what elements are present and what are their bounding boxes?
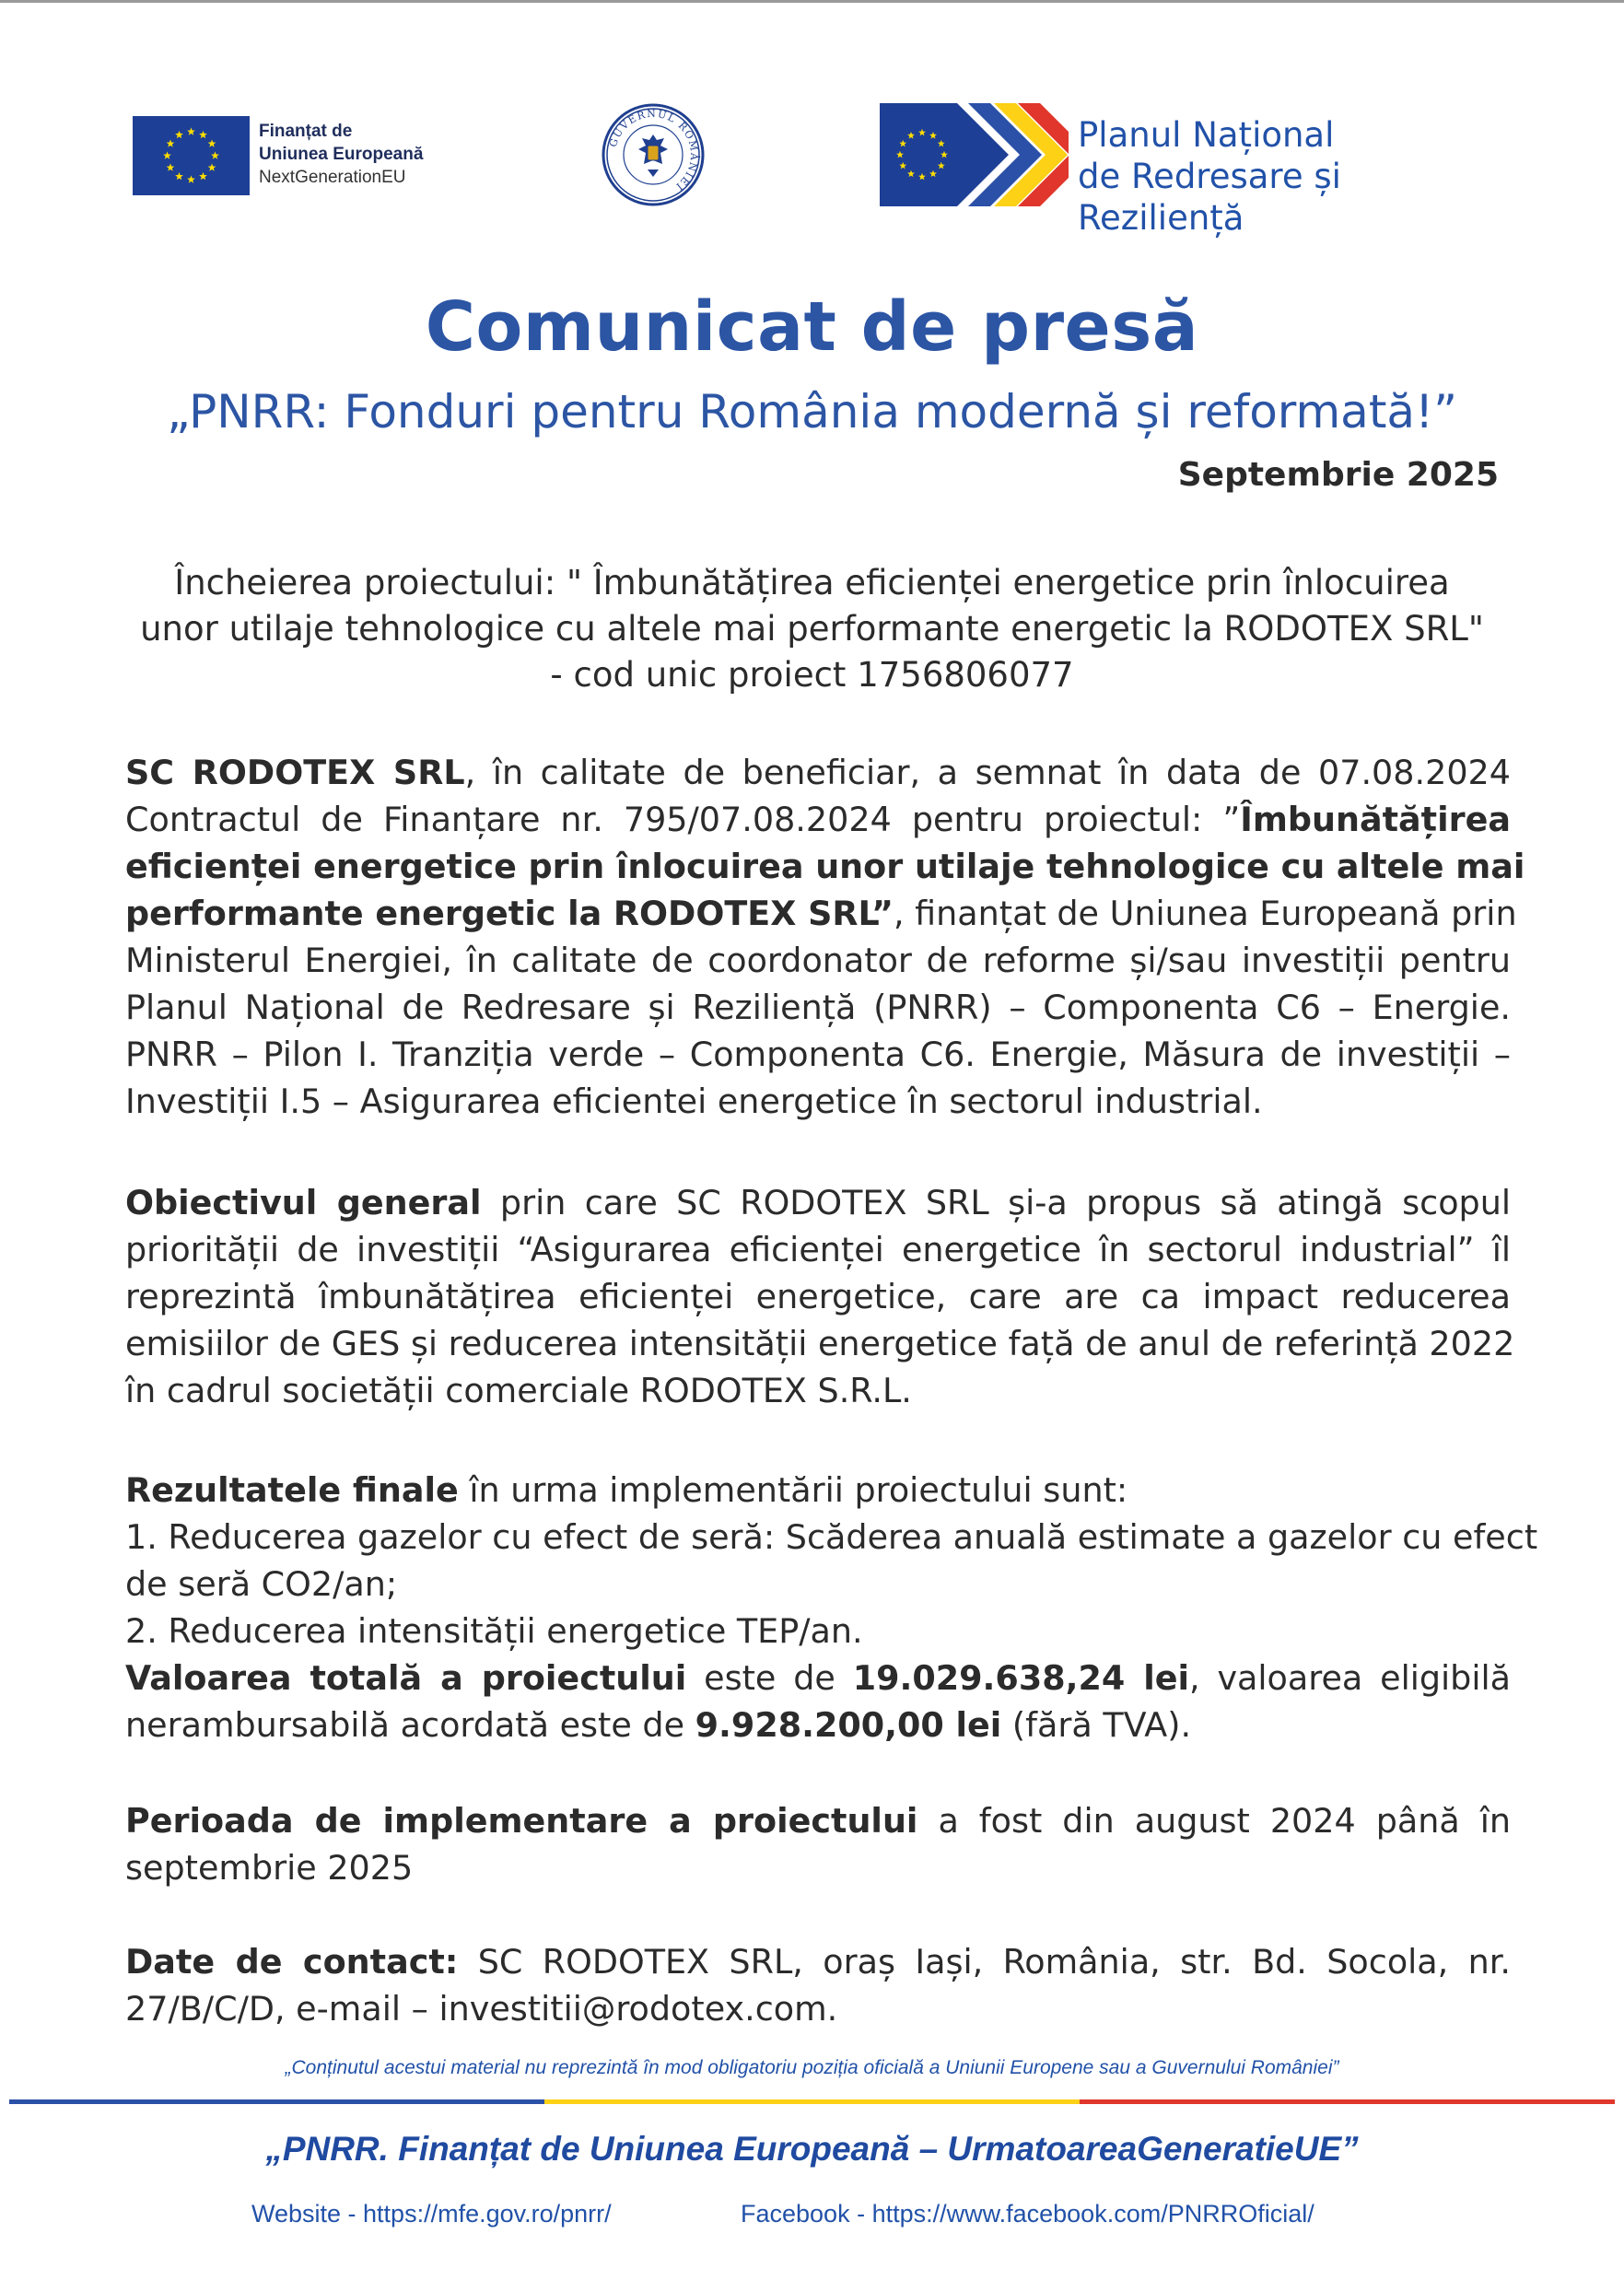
pnrr-logo-line1: Planul Național [1078,115,1335,155]
p1-line-2-text: Contractul de Finanțare nr. 795/07.08.2024 pentru proiectul: ” [125,800,1241,839]
page-subtitle: „PNRR: Fonduri pentru România modernă și reformată!” [166,385,1458,439]
disclaimer: „Conținutul acestui material nu reprezintă în mod obligatoriu poziția oficială a Uniunii Europene sau a Guvernului României” [285,2057,1339,2078]
top-border [0,0,1624,3]
p3-line-1-text: în urma implementării proiectului sunt: [458,1470,1128,1510]
p3-line-6-rest: (fără TVA). [1001,1705,1192,1745]
p2-line-1 [125,1179,1511,1226]
eu-logo-text [259,120,423,189]
p4-line-1-text: a fost din august 2024 până în [917,1801,1511,1841]
p1-line-7: PNRR – Pilon I. Tranziția verde – Componenta C6. Energie, Măsura de investiții – [125,1035,1511,1074]
total-value-amount: 19.029.638,24 lei [852,1658,1189,1698]
project-name-start: Îmbunătățirea [1240,800,1511,839]
contact-label: Date de contact: [125,1942,459,1982]
p1-line-8: Investiții I.5 – Asigurarea eficientei energetice în sectorul industrial. [125,1082,1263,1121]
facebook-link[interactable]: Facebook - https://www.facebook.com/PNRROficial/ [741,2200,1314,2228]
p5-line-1 [125,1938,1511,1985]
p1-line-1 [125,749,1511,796]
p3-line-6 [125,1701,1511,1748]
project-name-end: performante energetic la RODOTEX SRL” [125,894,894,933]
government-seal-icon [602,103,705,206]
page-title: Comunicat de presă [425,287,1199,367]
p3-line-2: 1. Reducerea gazelor cu efect de seră: Scăderea anuală estimate a gazelor cu efect [125,1517,1538,1557]
p3-line-3: de seră CO2/an; [125,1564,398,1604]
p1-line-4 [125,890,1517,937]
pnrr-chevron-icon [880,103,1069,206]
p2-line-1-text: prin care SC RODOTEX SRL și-a propus să atingă scopul [481,1183,1511,1222]
paragraph-objective [125,1179,1515,1414]
p1-line-3 [125,843,1525,890]
eu-funding-logo [133,116,450,195]
website-link[interactable]: Website - https://mfe.gov.ro/pnrr/ [251,2200,612,2228]
p3-line-5 [125,1655,1511,1701]
project-name-mid: eficienței energetice prin înlocuirea unor utilaje tehnologice cu altele mai [125,847,1525,886]
eu-logo-line2: Uniunea Europeană [259,145,424,164]
pnrr-logo-line2: de Redresare și Reziliență [1078,157,1341,238]
p5-line-1-text: SC RODOTEX SRL, oraș Iași, România, str. Bd. Socola, nr. [458,1942,1512,1982]
pnrr-logo-text [1078,114,1497,239]
release-date: Septembrie 2025 [1177,456,1499,494]
total-value-label: Valoarea totală a proiectului [125,1658,687,1698]
beneficiary-name: SC RODOTEX SRL [125,753,465,792]
grant-value-amount: 9.928.200,00 lei [695,1705,1002,1745]
paragraph-results [125,1467,1538,1748]
intro-line-1: Încheierea proiectului: " Îmbunătățirea eficienței energetice prin înlocuirea [174,563,1450,602]
p2-line-4: emisiilor de GES și reducerea intensității energetice față de anul de referință 2022 [125,1324,1515,1363]
paragraph-contact [125,1938,1511,2032]
paragraph-contract [125,749,1525,1125]
p1-line-5: Ministerul Energiei, în calitate de coordonator de reforme și/sau investiții pentru [125,941,1511,980]
p3-line-5-rest: , valoarea eligibilă [1189,1658,1511,1698]
p2-line-2: priorității de investiții “Asigurarea eficienței energetice în sectorul industrial” îl [125,1230,1511,1269]
eu-logo-line3: NextGenerationEU [259,168,406,187]
p1-line-1-text: , în calitate de beneficiar, a semnat în data de 07.08.2024 [464,753,1511,792]
p3-line-4: 2. Reducerea intensității energetice TEP/an. [125,1611,863,1651]
intro-line-2: unor utilaje tehnologice cu altele mai performante energetic la RODOTEX SRL" [140,609,1484,649]
p5-line-2: 27/B/C/D, e-mail – investitii@rodotex.com. [125,1989,838,2029]
p1-line-6: Planul Național de Redresare și Reziliență (PNRR) – Componenta C6 – Energie. [125,988,1511,1027]
period-label: Perioada de implementare a proiectului [125,1801,918,1841]
p4-line-2: septembrie 2025 [125,1848,414,1888]
paragraph-period [125,1797,1511,1891]
intro-line-3: - cod unic proiect 1756806077 [550,655,1074,695]
eu-logo-line1: Finanțat de [259,122,353,141]
eu-flag-icon [133,116,250,195]
pnrr-logo [880,103,1497,238]
tricolor-divider [9,2099,1615,2104]
results-label: Rezultatele finale [125,1470,459,1510]
footer-slogan: „PNRR. Finanțat de Uniunea Europeană – UrmatoareaGeneratieUE” [265,2130,1359,2168]
p4-line-1 [125,1797,1511,1844]
p1-line-2 [125,796,1511,843]
p3-line-1 [125,1467,1511,1514]
p3-line-6-text: nerambursabilă acordată este de [125,1705,695,1745]
project-intro [111,560,1513,698]
p3-line-5-text: este de [686,1658,853,1698]
seal-text: GUVERNUL ROMÂNIEI [606,107,701,193]
p2-line-5: în cadrul societății comerciale RODOTEX S.R.L. [125,1371,912,1410]
p2-line-3: reprezintă îmbunătățirea eficienței energetice, care are ca impact reducerea [125,1277,1511,1316]
objective-label: Obiectivul general [125,1183,482,1222]
p1-line-4-text: , finanțat de Uniunea Europeană prin [893,894,1517,933]
